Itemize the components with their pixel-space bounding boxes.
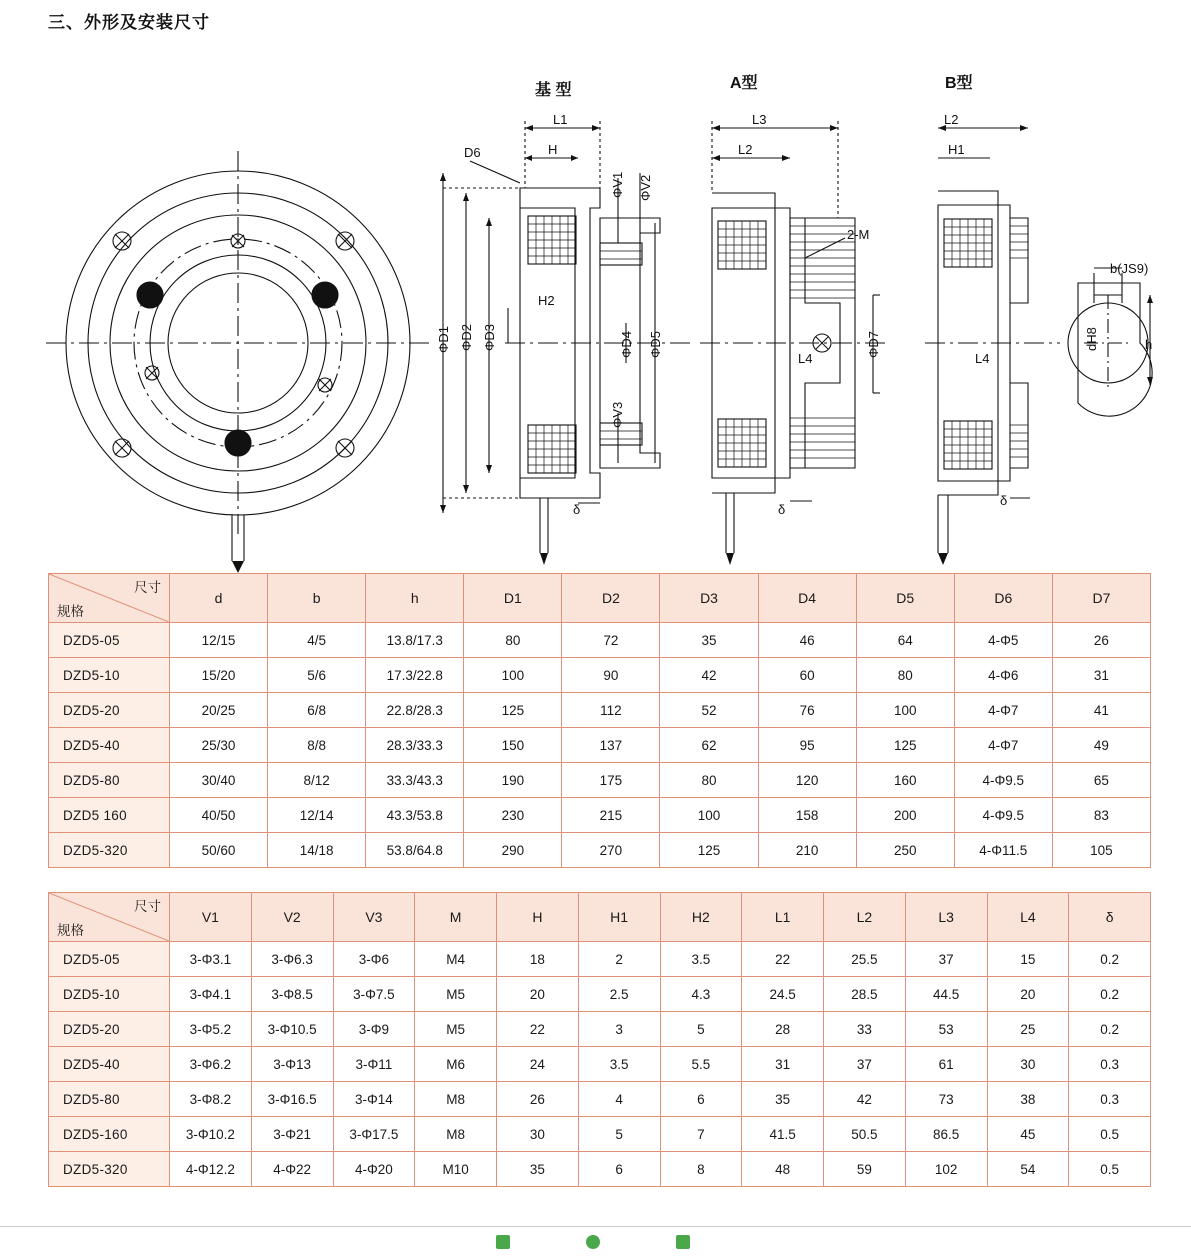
cell: M10 — [415, 1152, 497, 1187]
section-view-b — [925, 125, 1060, 565]
row-model: DZD5-80 — [49, 1082, 170, 1117]
cell: 4-Φ20 — [333, 1152, 415, 1187]
table-row — [49, 1117, 1151, 1152]
cell: 0.3 — [1069, 1082, 1151, 1117]
cell: 6 — [660, 1082, 742, 1117]
col-header-D6: D6 — [954, 574, 1052, 623]
table-row — [49, 833, 1151, 868]
col-header-L1: L1 — [742, 893, 824, 942]
cell: 137 — [562, 728, 660, 763]
cell: 160 — [856, 763, 954, 798]
cell: 4-Φ11.5 — [954, 833, 1052, 868]
col-header-h: h — [366, 574, 464, 623]
dim-phi-v2: ΦV2 — [638, 174, 653, 201]
cell: 24 — [497, 1047, 579, 1082]
bottom-item-2[interactable] — [586, 1235, 606, 1249]
cell: 100 — [660, 798, 758, 833]
cell: 125 — [856, 728, 954, 763]
row-model: DZD5-05 — [49, 623, 170, 658]
dim-l4-b: L4 — [975, 351, 990, 366]
cell: 0.2 — [1069, 942, 1151, 977]
cell: 83 — [1052, 798, 1150, 833]
cell: 35 — [660, 623, 758, 658]
row-model: DZD5-40 — [49, 1047, 170, 1082]
cell: 3-Φ14 — [333, 1082, 415, 1117]
table-row — [49, 1012, 1151, 1047]
cell: 12/14 — [268, 798, 366, 833]
cell: 50.5 — [824, 1117, 906, 1152]
view-label-a: A型 — [730, 75, 758, 92]
cell: 73 — [905, 1082, 987, 1117]
dimension-table-2 — [48, 892, 1151, 1187]
table-row — [49, 1152, 1151, 1187]
cell: 3-Φ13 — [251, 1047, 333, 1082]
cell: 4.3 — [660, 977, 742, 1012]
cell: 3.5 — [578, 1047, 660, 1082]
cell: 52 — [660, 693, 758, 728]
table-corner-cell — [49, 574, 170, 623]
cell: 4 — [578, 1082, 660, 1117]
dim-delta-base: δ — [573, 502, 581, 517]
col-header-L4: L4 — [987, 893, 1069, 942]
cell: 25.5 — [824, 942, 906, 977]
cell: 50/60 — [170, 833, 268, 868]
cell: 30/40 — [170, 763, 268, 798]
table-row — [49, 977, 1151, 1012]
dim-delta-a: δ — [778, 502, 786, 517]
cell: 37 — [905, 942, 987, 977]
cell: 150 — [464, 728, 562, 763]
col-header-V1: V1 — [170, 893, 252, 942]
cell: 41.5 — [742, 1117, 824, 1152]
cell: 14/18 — [268, 833, 366, 868]
cell: 61 — [905, 1047, 987, 1082]
table-row — [49, 658, 1151, 693]
dim-phi-d5: ΦD5 — [648, 331, 663, 358]
cell: 48 — [742, 1152, 824, 1187]
cell: 15/20 — [170, 658, 268, 693]
cell: 3-Φ8.5 — [251, 977, 333, 1012]
dim-l2-a: L2 — [738, 142, 753, 157]
cell: 3-Φ3.1 — [170, 942, 252, 977]
cell: 60 — [758, 658, 856, 693]
row-model: DZD5-05 — [49, 942, 170, 977]
dimension-table-1 — [48, 573, 1151, 868]
cell: 43.3/53.8 — [366, 798, 464, 833]
cell: 54 — [987, 1152, 1069, 1187]
cell: 5 — [578, 1117, 660, 1152]
bottom-toolbar — [0, 1226, 1191, 1257]
dim-h2: H2 — [538, 293, 555, 308]
cell: 270 — [562, 833, 660, 868]
col-header-D4: D4 — [758, 574, 856, 623]
col-header-H2: H2 — [660, 893, 742, 942]
cell: 4/5 — [268, 623, 366, 658]
cell: 3-Φ7.5 — [333, 977, 415, 1012]
cell: 3-Φ6.2 — [170, 1047, 252, 1082]
cell: 125 — [660, 833, 758, 868]
cell: 53.8/64.8 — [366, 833, 464, 868]
table-row — [49, 1082, 1151, 1117]
cell: 30 — [987, 1047, 1069, 1082]
cell: 6 — [578, 1152, 660, 1187]
cell: 3-Φ21 — [251, 1117, 333, 1152]
cell: 22.8/28.3 — [366, 693, 464, 728]
cell: 3-Φ17.5 — [333, 1117, 415, 1152]
cell: 3 — [578, 1012, 660, 1047]
cell: 28.5 — [824, 977, 906, 1012]
row-model: DZD5-20 — [49, 693, 170, 728]
dimension-table-1-wrap — [0, 573, 1191, 868]
cell: 190 — [464, 763, 562, 798]
dim-h-key: h — [1145, 337, 1153, 352]
cell: 24.5 — [742, 977, 824, 1012]
cell: 22 — [742, 942, 824, 977]
cell: 105 — [1052, 833, 1150, 868]
cell: 7 — [660, 1117, 742, 1152]
cell: 0.2 — [1069, 977, 1151, 1012]
cell: M5 — [415, 1012, 497, 1047]
cell: 35 — [742, 1082, 824, 1117]
table-corner-cell — [49, 893, 170, 942]
dim-d6: D6 — [464, 145, 481, 160]
cell: 3-Φ11 — [333, 1047, 415, 1082]
front-view — [46, 151, 432, 573]
cell: 90 — [562, 658, 660, 693]
dim-phi-d2: ΦD2 — [459, 324, 474, 351]
col-header-H: H — [497, 893, 579, 942]
section-view-a — [700, 121, 890, 565]
square-icon — [676, 1235, 690, 1249]
dim-phi-v3: ΦV3 — [610, 401, 625, 428]
cell: 8 — [660, 1152, 742, 1187]
dim-d-h8: dH8 — [1084, 327, 1099, 351]
dim-l4-a: L4 — [798, 351, 813, 366]
bottom-item-1[interactable] — [496, 1235, 516, 1249]
cell: 59 — [824, 1152, 906, 1187]
cell: 33 — [824, 1012, 906, 1047]
row-model: DZD5-80 — [49, 763, 170, 798]
cell: 80 — [464, 623, 562, 658]
corner-label-dim: 尺寸 — [134, 580, 161, 595]
row-model: DZD5-320 — [49, 833, 170, 868]
cell: 3-Φ6 — [333, 942, 415, 977]
cell: 102 — [905, 1152, 987, 1187]
cell: M8 — [415, 1117, 497, 1152]
cell: 0.3 — [1069, 1047, 1151, 1082]
cell: 49 — [1052, 728, 1150, 763]
cell: 20 — [497, 977, 579, 1012]
dim-l1: L1 — [553, 112, 568, 127]
cell: 41 — [1052, 693, 1150, 728]
square-icon — [496, 1235, 510, 1249]
dim-phi-d4: ΦD4 — [619, 331, 634, 358]
dimension-table-2-wrap — [0, 892, 1191, 1187]
cell: 125 — [464, 693, 562, 728]
page-title: 三、外形及安装尺寸 — [48, 13, 210, 32]
cell: 250 — [856, 833, 954, 868]
cell: 0.5 — [1069, 1152, 1151, 1187]
col-header-H1: H1 — [578, 893, 660, 942]
cell: 30 — [497, 1117, 579, 1152]
dim-h: H — [548, 142, 558, 157]
cell: 65 — [1052, 763, 1150, 798]
cell: M5 — [415, 977, 497, 1012]
dim-phi-v1: ΦV1 — [610, 171, 625, 198]
cell: 120 — [758, 763, 856, 798]
cell: 64 — [856, 623, 954, 658]
cell: 46 — [758, 623, 856, 658]
bottom-item-3[interactable] — [676, 1235, 696, 1249]
cell: 3-Φ10.5 — [251, 1012, 333, 1047]
cell: 2 — [578, 942, 660, 977]
cell: 22 — [497, 1012, 579, 1047]
cell: 158 — [758, 798, 856, 833]
cell: 95 — [758, 728, 856, 763]
cell: 5.5 — [660, 1047, 742, 1082]
cell: 28.3/33.3 — [366, 728, 464, 763]
cell: M8 — [415, 1082, 497, 1117]
dim-2m: 2-M — [847, 227, 870, 242]
cell: 72 — [562, 623, 660, 658]
cell: 4-Φ6 — [954, 658, 1052, 693]
cell: 13.8/17.3 — [366, 623, 464, 658]
cell: 100 — [856, 693, 954, 728]
col-header-delta: δ — [1069, 893, 1151, 942]
corner-label-dim: 尺寸 — [134, 899, 161, 914]
cell: 3.5 — [660, 942, 742, 977]
cell: 3-Φ8.2 — [170, 1082, 252, 1117]
circle-icon — [586, 1235, 600, 1249]
cell: 112 — [562, 693, 660, 728]
cell: 4-Φ22 — [251, 1152, 333, 1187]
view-label-b: B型 — [945, 75, 973, 92]
cell: 15 — [987, 942, 1069, 977]
cell: 26 — [1052, 623, 1150, 658]
table-header-row — [49, 893, 1151, 942]
table-row — [49, 693, 1151, 728]
dim-l2-b: L2 — [944, 112, 959, 127]
keyway-detail — [1068, 268, 1153, 416]
cell: 31 — [742, 1047, 824, 1082]
cell: 4-Φ5 — [954, 623, 1052, 658]
cell: 35 — [497, 1152, 579, 1187]
cell: 5 — [660, 1012, 742, 1047]
cell: 3-Φ6.3 — [251, 942, 333, 977]
corner-label-spec: 规格 — [57, 923, 84, 938]
cell: 45 — [987, 1117, 1069, 1152]
cell: 4-Φ12.2 — [170, 1152, 252, 1187]
cell: 100 — [464, 658, 562, 693]
col-header-D1: D1 — [464, 574, 562, 623]
cell: 76 — [758, 693, 856, 728]
dim-phi-d1: ΦD1 — [436, 326, 451, 353]
table-row — [49, 623, 1151, 658]
cell: 0.2 — [1069, 1012, 1151, 1047]
cell: 20/25 — [170, 693, 268, 728]
cell: 210 — [758, 833, 856, 868]
col-header-V2: V2 — [251, 893, 333, 942]
col-header-D2: D2 — [562, 574, 660, 623]
cell: 20 — [987, 977, 1069, 1012]
table-row — [49, 728, 1151, 763]
col-header-L3: L3 — [905, 893, 987, 942]
row-model: DZD5-10 — [49, 977, 170, 1012]
dim-phi-d7-a: ΦD7 — [866, 331, 881, 358]
cell: 6/8 — [268, 693, 366, 728]
cell: 12/15 — [170, 623, 268, 658]
row-model: DZD5-160 — [49, 1117, 170, 1152]
technical-drawing — [0, 33, 1191, 573]
cell: 215 — [562, 798, 660, 833]
col-header-D5: D5 — [856, 574, 954, 623]
table-header-row — [49, 574, 1151, 623]
cell: 5/6 — [268, 658, 366, 693]
cell: 290 — [464, 833, 562, 868]
cell: 53 — [905, 1012, 987, 1047]
col-header-L2: L2 — [824, 893, 906, 942]
cell: 4-Φ9.5 — [954, 798, 1052, 833]
cell: 33.3/43.3 — [366, 763, 464, 798]
cell: M4 — [415, 942, 497, 977]
cell: 17.3/22.8 — [366, 658, 464, 693]
row-model: DZD5 160 — [49, 798, 170, 833]
cell: 31 — [1052, 658, 1150, 693]
cell: 230 — [464, 798, 562, 833]
row-model: DZD5-40 — [49, 728, 170, 763]
cell: 25/30 — [170, 728, 268, 763]
cell: 42 — [660, 658, 758, 693]
cell: 0.5 — [1069, 1117, 1151, 1152]
cell: 40/50 — [170, 798, 268, 833]
cell: 8/12 — [268, 763, 366, 798]
cell: 86.5 — [905, 1117, 987, 1152]
col-header-M: M — [415, 893, 497, 942]
cell: 3-Φ10.2 — [170, 1117, 252, 1152]
cell: M6 — [415, 1047, 497, 1082]
cell: 18 — [497, 942, 579, 977]
row-model: DZD5-10 — [49, 658, 170, 693]
cell: 3-Φ16.5 — [251, 1082, 333, 1117]
corner-label-spec: 规格 — [57, 604, 84, 619]
cell: 37 — [824, 1047, 906, 1082]
table-row — [49, 1047, 1151, 1082]
cell: 2.5 — [578, 977, 660, 1012]
cell: 8/8 — [268, 728, 366, 763]
cell: 38 — [987, 1082, 1069, 1117]
col-header-D7: D7 — [1052, 574, 1150, 623]
cell: 25 — [987, 1012, 1069, 1047]
cell: 44.5 — [905, 977, 987, 1012]
col-header-d: d — [170, 574, 268, 623]
cell: 26 — [497, 1082, 579, 1117]
cell: 3-Φ4.1 — [170, 977, 252, 1012]
col-header-b: b — [268, 574, 366, 623]
cell: 4-Φ7 — [954, 728, 1052, 763]
col-header-D3: D3 — [660, 574, 758, 623]
dim-phi-d3: ΦD3 — [482, 324, 497, 351]
view-label-base: 基 型 — [535, 82, 572, 99]
cell: 3-Φ9 — [333, 1012, 415, 1047]
cell: 3-Φ5.2 — [170, 1012, 252, 1047]
cell: 80 — [660, 763, 758, 798]
cell: 28 — [742, 1012, 824, 1047]
dim-b-js9: b(JS9) — [1110, 261, 1149, 276]
table-row — [49, 942, 1151, 977]
dim-h1: H1 — [948, 142, 965, 157]
col-header-V3: V3 — [333, 893, 415, 942]
cell: 4-Φ7 — [954, 693, 1052, 728]
cell: 200 — [856, 798, 954, 833]
table-row — [49, 763, 1151, 798]
cell: 175 — [562, 763, 660, 798]
dim-l3: L3 — [752, 112, 767, 127]
row-model: DZD5-320 — [49, 1152, 170, 1187]
cell: 80 — [856, 658, 954, 693]
cell: 62 — [660, 728, 758, 763]
table-row — [49, 798, 1151, 833]
cell: 42 — [824, 1082, 906, 1117]
dim-delta-b: δ — [1000, 493, 1008, 508]
row-model: DZD5-20 — [49, 1012, 170, 1047]
cell: 4-Φ9.5 — [954, 763, 1052, 798]
